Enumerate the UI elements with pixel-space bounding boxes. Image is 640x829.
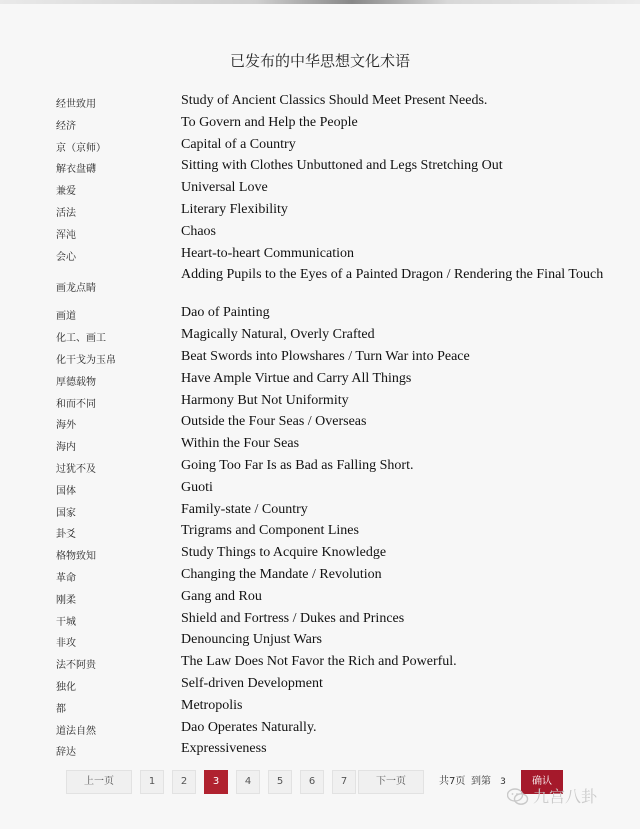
- term-row: [0, 457, 640, 479]
- term-row: [0, 740, 640, 762]
- total-pages-label: 共7页: [439, 776, 466, 787]
- term-english: Expressiveness: [181, 741, 267, 757]
- term-english: Dao of Painting: [181, 305, 270, 321]
- term-english: Harmony But Not Uniformity: [181, 392, 349, 408]
- term-chinese: 活法: [56, 208, 76, 219]
- term-row: [0, 245, 640, 267]
- term-row: [0, 675, 640, 697]
- term-english: The Law Does Not Favor the Rich and Powerful.: [181, 654, 457, 670]
- term-chinese: 解衣盘礴: [56, 164, 96, 176]
- term-chinese: 都: [56, 703, 66, 715]
- term-chinese: 和而不同: [56, 398, 96, 410]
- term-english: Magically Natural, Overly Crafted: [181, 327, 375, 343]
- term-english: Shield and Fortress / Dukes and Princes: [181, 610, 405, 626]
- term-chinese: 刚柔: [56, 594, 76, 606]
- term-row: [0, 719, 640, 741]
- term-chinese: 京（京师）: [56, 142, 106, 154]
- term-english: Have Ample Virtue and Carry All Things: [181, 370, 412, 386]
- term-row: [0, 179, 640, 201]
- term-english: To Govern and Help the People: [181, 114, 358, 130]
- term-english: Beat Swords into Plowshares / Turn War into Peace: [181, 349, 470, 364]
- term-english: Guoti: [181, 479, 213, 495]
- term-row: [0, 479, 640, 501]
- watermark: [507, 784, 637, 810]
- term-chinese: 格物致知: [56, 551, 96, 563]
- term-row: [0, 114, 640, 136]
- term-row: [0, 653, 640, 675]
- term-row: [0, 588, 640, 610]
- term-row: [0, 92, 640, 114]
- goto-page-input[interactable]: 3: [492, 772, 514, 792]
- term-row: [0, 201, 640, 223]
- page-button[interactable]: 6: [300, 770, 324, 794]
- term-english: Metropolis: [181, 697, 243, 713]
- term-english: Universal Love: [181, 180, 268, 196]
- prev-page-button[interactable]: 上一页: [66, 770, 132, 794]
- term-english: Family-state / Country: [181, 501, 308, 517]
- term-chinese: 卦爻: [56, 529, 76, 541]
- term-chinese: 浑沌: [56, 229, 76, 241]
- term-english: Dao Operates Naturally.: [181, 719, 317, 735]
- term-chinese: 革命: [56, 573, 76, 584]
- term-row: [0, 435, 640, 457]
- term-row: [0, 266, 640, 304]
- page-button-current[interactable]: 3: [204, 770, 228, 794]
- term-row: [0, 522, 640, 544]
- confirm-button[interactable]: 确认: [521, 770, 563, 794]
- term-row: [0, 370, 640, 392]
- term-row: [0, 304, 640, 326]
- goto-page-label: 到第: [471, 776, 491, 787]
- term-chinese: 辞达: [56, 747, 76, 759]
- term-chinese: 干城: [56, 616, 76, 628]
- term-chinese: 画龙点睛: [56, 283, 96, 295]
- term-chinese: 独化: [56, 682, 76, 693]
- term-chinese: 国家: [56, 507, 76, 519]
- term-row: [0, 157, 640, 179]
- term-english: Literary Flexibility: [181, 202, 288, 217]
- term-chinese: 化工、画工: [56, 333, 106, 345]
- term-row: [0, 544, 640, 566]
- term-chinese: 画道: [56, 311, 76, 323]
- term-chinese: 过犹不及: [56, 464, 96, 475]
- term-english: Denouncing Unjust Wars: [181, 632, 322, 648]
- term-english: Sitting with Clothes Unbuttoned and Legs Stretching Out: [181, 158, 503, 174]
- term-row: [0, 501, 640, 523]
- term-english: Self-driven Development: [181, 676, 323, 691]
- top-image-strip: [0, 0, 640, 4]
- term-chinese: 会心: [56, 251, 76, 263]
- term-english: Gang and Rou: [181, 588, 262, 604]
- term-row: [0, 610, 640, 632]
- page-button[interactable]: 4: [236, 770, 260, 794]
- wechat-icon: [507, 788, 529, 806]
- term-english: Trigrams and Component Lines: [181, 523, 359, 539]
- term-chinese: 化干戈为玉帛: [56, 355, 116, 366]
- term-row: [0, 697, 640, 719]
- term-chinese: 非攻: [56, 638, 76, 650]
- page-button[interactable]: 7: [332, 770, 356, 794]
- term-chinese: 经世致用: [56, 99, 96, 110]
- term-english: Changing the Mandate / Revolution: [181, 567, 382, 582]
- term-chinese: 海外: [56, 420, 76, 432]
- term-english: Study of Ancient Classics Should Meet Present Needs.: [181, 93, 488, 108]
- term-chinese: 经济: [56, 120, 76, 132]
- term-row: [0, 348, 640, 370]
- term-english: Capital of a Country: [181, 136, 296, 152]
- page-button[interactable]: 5: [268, 770, 292, 794]
- term-english: Going Too Far Is as Bad as Falling Short.: [181, 458, 414, 473]
- term-english: Within the Four Seas: [181, 436, 300, 452]
- term-row: [0, 136, 640, 158]
- term-row: [0, 392, 640, 414]
- page-button[interactable]: 1: [140, 770, 164, 794]
- term-chinese: 国体: [56, 485, 76, 497]
- term-row: [0, 631, 640, 653]
- term-english: Heart-to-heart Communication: [181, 245, 354, 261]
- term-row: [0, 223, 640, 245]
- term-chinese: 道法自然: [56, 725, 96, 737]
- term-english: Study Things to Acquire Knowledge: [181, 545, 387, 561]
- pagination: [66, 770, 566, 794]
- term-row: [0, 326, 640, 348]
- term-chinese: 海内: [56, 442, 76, 454]
- term-chinese: 兼爱: [56, 186, 76, 198]
- term-chinese: 厚德载物: [56, 376, 96, 388]
- term-english: Chaos: [181, 223, 216, 239]
- term-row: [0, 566, 640, 588]
- page-button[interactable]: 2: [172, 770, 196, 794]
- term-row: [0, 413, 640, 435]
- term-english: Adding Pupils to the Eyes of a Painted Dragon / Rendering the Final Touch: [181, 267, 604, 283]
- next-page-button[interactable]: 下一页: [358, 770, 424, 794]
- term-english: Outside the Four Seas / Overseas: [181, 414, 367, 430]
- term-chinese: 法不阿贵: [56, 660, 96, 672]
- watermark-text: 九宫八卦: [533, 787, 598, 806]
- page-title: 已发布的中华思想文化术语: [229, 52, 410, 70]
